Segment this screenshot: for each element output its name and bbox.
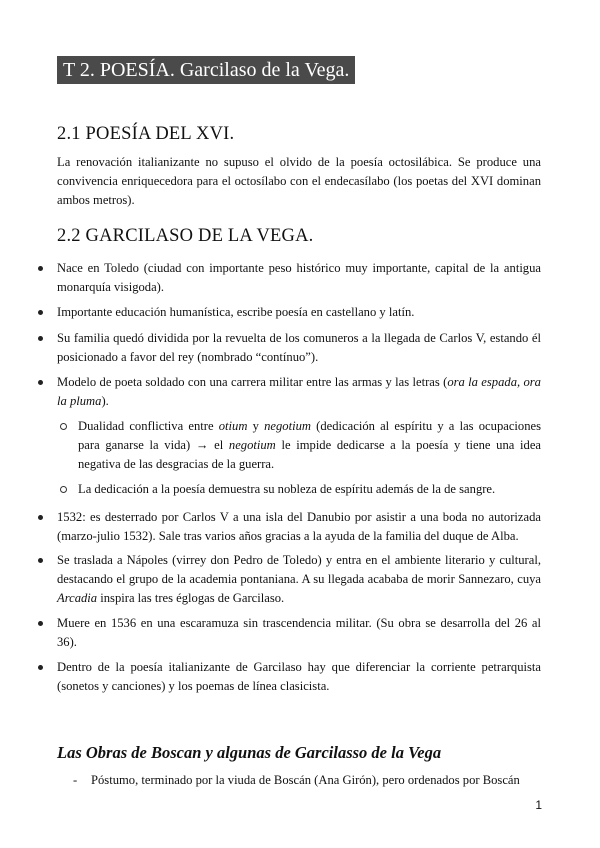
list-item (57, 658, 541, 696)
section-heading-garcilaso: 2.2 GARCILASO DE LA VEGA. (57, 226, 314, 246)
list-item-text: Nace en Toledo (ciudad con importante peso histórico muy importante, capital de la antigua monarquía visigoda). (57, 261, 541, 294)
sub-list-item (78, 480, 541, 499)
bullet-icon (38, 380, 43, 385)
list-item (57, 614, 541, 652)
list-item (73, 771, 551, 790)
list-item-text-end: ). (101, 394, 109, 408)
hollow-bullet-icon (60, 486, 67, 493)
list-item-text-start: Modelo de poeta soldado con una carrera militar entre las armas y las letras ( (57, 375, 448, 389)
bullet-icon (38, 266, 43, 271)
page-number: 1 (535, 798, 542, 812)
dash-marker: - (73, 773, 78, 787)
list-item-text: Su familia quedó dividida por la revuelta de los comuneros a la llegada de Carlos V, estando él posicionado a favor del rey (nombrado “contínuo”). (57, 331, 541, 364)
list-item (57, 303, 541, 322)
list-item (57, 259, 541, 297)
list-item-text: Dentro de la poesía italianizante de Garcilaso hay que diferenciar la corriente petrarquista (sonetos y canciones) y los poemas de línea clasicista. (57, 660, 541, 693)
hollow-bullet-icon (60, 423, 67, 430)
section-heading-obras: Las Obras de Boscan y algunas de Garcilasso de la Vega (57, 743, 442, 762)
sub-list-item-text: La dedicación a la poesía demuestra su nobleza de espíritu además de la de sangre. (78, 482, 496, 496)
list-item (57, 329, 541, 367)
bullet-icon (38, 515, 43, 520)
document-title: T 2. POESÍA. Garcilaso de la Vega. (57, 56, 355, 84)
list-item-italic: Arcadia (57, 591, 98, 605)
bullet-icon (38, 558, 43, 563)
list-item-text: Póstumo, terminado por la viuda de Boscán (Ana Girón), pero ordenados por Boscán (91, 773, 520, 787)
list-item (57, 373, 541, 411)
bullet-icon (38, 621, 43, 626)
bullet-icon (38, 336, 43, 341)
section-paragraph: La renovación italianizante no supuso el olvido de la poesía octosilábica. Se produce una convivencia enriquecedora para el octosílabo con el endecasílabo (los poetas del XVI dominan ambos metros). (57, 155, 541, 207)
list-item-text: Muere en 1536 en una escaramuza sin trascendencia militar. (Su obra se desarrolla del 26 al 36). (57, 616, 541, 649)
list-item-text-end: inspira las tres églogas de Garcilaso. (97, 591, 285, 605)
list-item (57, 551, 541, 608)
section-heading-poesia-xvi: 2.1 POESÍA DEL XVI. (57, 124, 235, 144)
bullet-icon (38, 665, 43, 670)
list-item-text: Importante educación humanística, escribe poesía en castellano y latín. (57, 305, 415, 319)
list-item-text: 1532: es desterrado por Carlos V a una isla del Danubio por asistir a una boda no autorizada (marzo-julio 1532). Sale tras varios años gracias a la ayuda de la familia del duque de Alba. (57, 510, 541, 543)
list-item-text-start: Se traslada a Nápoles (virrey don Pedro de Toledo) y entra en el ambiente literario y cultural, destacando el grupo de la academia pontaniana. A su llegada acababa de morir Sannezaro, cuya (57, 553, 541, 586)
bullet-icon (38, 310, 43, 315)
list-item (57, 508, 541, 546)
sub-list-item: Dualidad conflictiva entre otium y negotium (dedicación al espíritu y a las ocupaciones para ganarse la vida) → el negotium le impide dedicarse a la poesía y tiene una idea negativa de las desgracias de la guerra. (78, 417, 541, 474)
list-item-italic: ora la espada, ora la pluma (57, 375, 541, 408)
